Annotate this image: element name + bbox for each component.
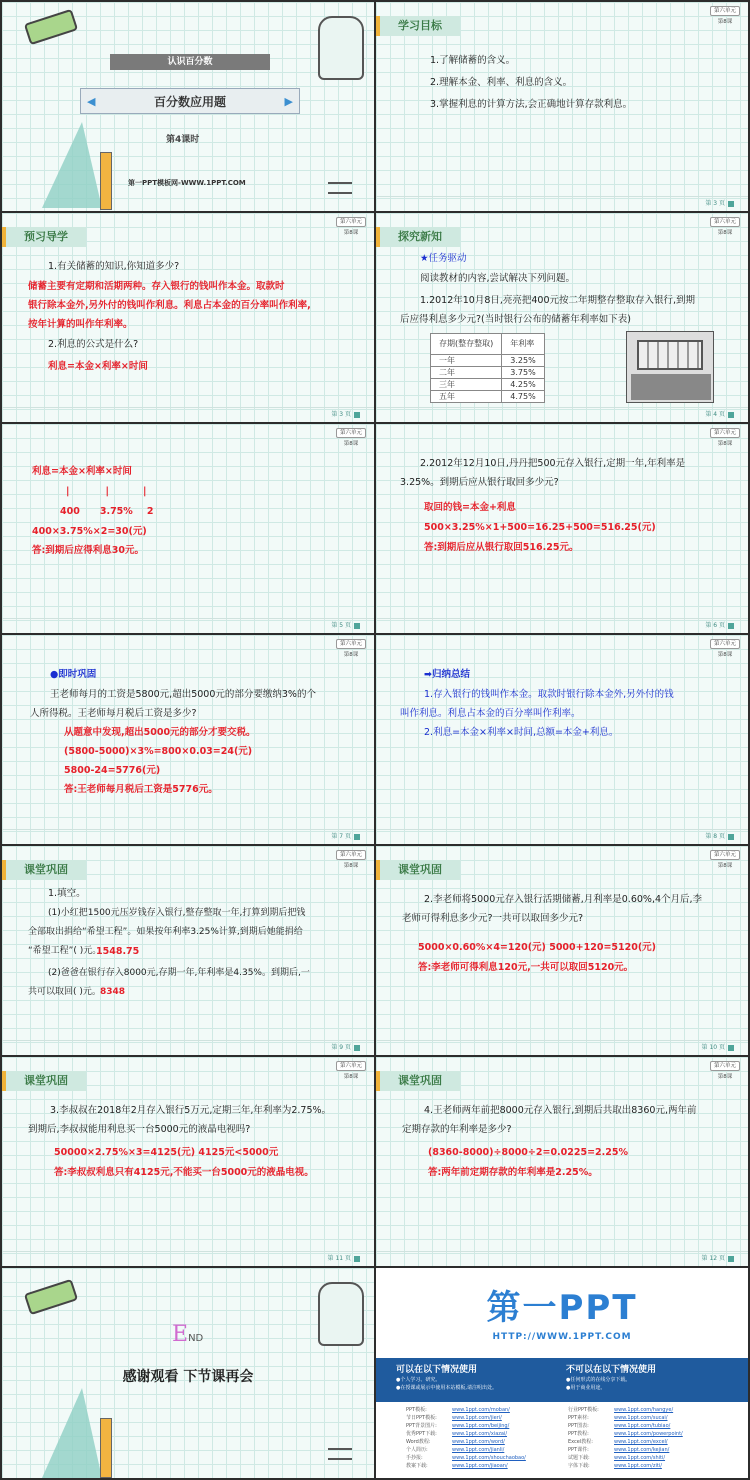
cannot-use-title: 不可以在以下情况使用 — [566, 1365, 657, 1375]
pencil-decoration — [100, 152, 112, 210]
table-cell: 3.75% — [502, 367, 544, 379]
brand-logo: 第一PPT — [486, 1288, 638, 1328]
cannot-use-list: ●任何形式的在线分享下载。 ●用于商业用途。 — [566, 1377, 631, 1391]
question-text: 2.2012年12月10日,丹丹把500元存入银行,定期一年,年利率是 3.25%。到期后应从银行取回多少元? — [400, 458, 686, 488]
link-label: PPT课件: — [568, 1447, 589, 1453]
site-link[interactable] — [568, 1454, 683, 1462]
link-url[interactable]: www.1ppt.com/beijing/ — [452, 1423, 510, 1429]
section-header: ●即时巩固 — [50, 669, 97, 680]
page-number: 第 4 页 — [705, 409, 734, 418]
link-label: PPT教程: — [568, 1431, 589, 1437]
table-cell: 3.25% — [502, 355, 544, 367]
slide-exercise-1 — [2, 846, 374, 1055]
table-cell: 三年 — [431, 379, 502, 391]
site-link[interactable] — [406, 1406, 526, 1414]
unit-badge: 第六单元 第8课 — [710, 639, 740, 659]
objectives-list — [430, 50, 632, 116]
link-url[interactable]: www.1ppt.com/sucai/ — [614, 1415, 668, 1421]
prev-arrow-icon[interactable]: ◀ — [87, 95, 96, 108]
unit-badge: 第六单元 第8课 — [336, 1061, 366, 1081]
site-credit: 第一PPT模板网-WWW.1PPT.COM — [128, 179, 246, 187]
table-cell: 二年 — [431, 367, 502, 379]
page-number: 第 3 页 — [331, 409, 360, 418]
solution: 从题意中发现,超出5000元的部分才要交税。 (5800-5000)×3%=800×0.03=24(元) 5800-24=5776(元) 答:王老师每月税后工资是5776元。 — [64, 727, 256, 795]
unit-badge: 第六单元 第8课 — [710, 850, 740, 870]
lesson-label: 认识百分数 — [110, 54, 270, 70]
objective-item: 2.理解本金、利率、利息的含义。 — [430, 77, 573, 88]
table-cell: 五年 — [431, 391, 502, 403]
usage-panel — [376, 1358, 748, 1402]
table-cell: 4.75% — [502, 391, 544, 403]
answer-1: 储蓄主要有定期和活期两种。存入银行的钱叫作本金。取款时 银行除本金外,另外付的钱叫作利息。利息占本金的百分率叫作利率, 按年计算的叫作年利率。 — [28, 281, 311, 330]
answer: 答:李老师可得利息120元,一共可以取回5120元。 — [418, 962, 634, 973]
blank-answer-2: 8348 — [100, 987, 126, 997]
unit-badge: 第六单元 第8课 — [710, 428, 740, 448]
slide-preview — [2, 213, 374, 422]
brand-url[interactable]: HTTP://WWW.1PPT.COM — [492, 1332, 632, 1342]
site-link[interactable] — [406, 1414, 526, 1422]
site-link[interactable] — [568, 1422, 683, 1430]
lines-decoration — [328, 1448, 352, 1460]
link-label: PPT模板: — [406, 1407, 427, 1413]
slide-solution-2 — [376, 424, 748, 633]
backpack-decoration — [318, 16, 364, 80]
page-number: 第 3 页 — [705, 198, 734, 207]
link-url[interactable]: www.1ppt.com/tubiao/ — [614, 1423, 671, 1429]
link-label: 优秀PPT下载: — [406, 1431, 437, 1437]
question-text: 1.2012年10月8日,亮亮把400元按二年期整存整取存入银行,到期 后应得利息多少元?(当时银行公布的储蓄年利率如下表) — [400, 295, 696, 325]
task-label: ★任务驱动 — [420, 253, 467, 264]
site-link[interactable] — [406, 1430, 526, 1438]
link-url[interactable]: www.1ppt.com/powerpoint/ — [614, 1431, 683, 1437]
calculation: 50000×2.75%×3=4125(元) 4125元<5000元 — [54, 1147, 279, 1158]
section-header: ➡归纳总结 — [424, 669, 470, 680]
section-header: 学习目标 — [376, 16, 460, 36]
section-header: 探究新知 — [376, 227, 460, 247]
next-arrow-icon[interactable]: ▶ — [284, 95, 293, 108]
site-link[interactable] — [406, 1462, 526, 1470]
formula: 利息=本金×利率×时间 — [32, 466, 132, 477]
can-use-list: ●个人学习、研究。 ●在授课或展示中使用本站模板,请注明出处。 — [396, 1377, 497, 1391]
eraser-decoration — [24, 1279, 78, 1315]
link-url[interactable]: www.1ppt.com/ziti/ — [614, 1463, 662, 1469]
exercise-part-1: (1)小红把1500元压岁钱存入银行,整存整取一年,打算到期后把钱 全部取出捐给“希望工程”。如果按年利率3.25%计算,到期后她能捐给 “希望工程”( )元。 — [28, 908, 306, 956]
question-2: 2.利息的公式是什么? — [48, 339, 139, 350]
slide-exercise-3 — [2, 1057, 374, 1266]
link-label: 个人简历: — [406, 1447, 428, 1453]
slide-ad — [376, 1268, 748, 1478]
link-url[interactable]: www.1ppt.com/shouchaobao/ — [452, 1455, 526, 1461]
links-right — [568, 1406, 683, 1470]
link-url[interactable]: www.1ppt.com/moban/ — [452, 1407, 510, 1413]
slide-exercise-2 — [376, 846, 748, 1055]
objective-item: 3.掌握利息的计算方法,会正确地计算存款利息。 — [430, 99, 633, 110]
page-number: 第 5 页 — [331, 620, 360, 629]
link-url[interactable]: www.1ppt.com/jieri/ — [452, 1415, 502, 1421]
interest-rate-table — [430, 333, 545, 403]
site-link[interactable] — [406, 1422, 526, 1430]
table-header: 年利率 — [502, 334, 544, 355]
section-header: 课堂巩固 — [376, 860, 460, 880]
link-url[interactable]: www.1ppt.com/excel/ — [614, 1439, 668, 1445]
site-link[interactable] — [406, 1438, 526, 1446]
slide-practice — [2, 635, 374, 844]
site-link[interactable] — [568, 1430, 683, 1438]
site-link[interactable] — [406, 1446, 526, 1454]
link-url[interactable]: www.1ppt.com/jianli/ — [452, 1447, 505, 1453]
unit-badge: 第六单元 第8课 — [710, 6, 740, 26]
backpack-decoration — [318, 1282, 364, 1346]
question-text: 王老师每月的工资是5800元,超出5000元的部分要缴纳3%的个 人所得税。王老师每月税后工资是多少? — [30, 689, 316, 719]
exercise-title: 1.填空。 — [48, 888, 86, 899]
unit-badge: 第六单元 第8课 — [710, 1061, 740, 1081]
formula-bars: | | | — [66, 486, 147, 497]
page-number: 第 12 页 — [702, 1253, 734, 1262]
question-1: 1.有关储蓄的知识,你知道多少? — [48, 261, 180, 272]
formula-values: 400 3.75% 2 — [60, 506, 154, 517]
site-link[interactable] — [568, 1462, 683, 1470]
page-number: 第 11 页 — [328, 1253, 360, 1262]
link-url[interactable]: www.1ppt.com/jiaoan/ — [452, 1463, 508, 1469]
summary-text: 1.存入银行的钱叫作本金。取款时银行除本金外,另外付的钱 叫作利息。利息占本金的百分率叫作利率。 2.利息=本金×利率×时间,总额=本金+利息。 — [400, 689, 674, 738]
site-link[interactable] — [568, 1406, 683, 1414]
section-header: 课堂巩固 — [2, 1071, 86, 1091]
site-link[interactable] — [406, 1454, 526, 1462]
link-url[interactable]: www.1ppt.com/word/ — [452, 1439, 505, 1445]
link-url[interactable]: www.1ppt.com/shiti/ — [614, 1455, 666, 1461]
pencil-decoration — [100, 1418, 112, 1478]
objective-item: 1.了解储蓄的含义。 — [430, 55, 516, 66]
lesson-number: 第4课时 — [166, 135, 200, 145]
unit-badge: 第六单元 第8课 — [336, 850, 366, 870]
answer-2: 利息=本金×利率×时间 — [48, 361, 148, 372]
thanks-text: 感谢观看 下节课再会 — [122, 1369, 254, 1385]
link-label: 行业PPT模板: — [568, 1407, 599, 1413]
page-number: 第 7 页 — [331, 831, 360, 840]
link-url[interactable]: www.1ppt.com/hangye/ — [614, 1407, 674, 1413]
unit-badge: 第六单元 第8课 — [710, 217, 740, 237]
site-link[interactable] — [568, 1446, 683, 1454]
link-label: Excel教程: — [568, 1439, 593, 1445]
bank-counter-image — [626, 331, 714, 403]
page-number: 第 6 页 — [705, 620, 734, 629]
slide-solution-1 — [2, 424, 374, 633]
slide-summary — [376, 635, 748, 844]
link-label: 节日PPT模板: — [406, 1415, 437, 1421]
section-header: 课堂巩固 — [2, 860, 86, 880]
page-number: 第 10 页 — [702, 1042, 734, 1051]
answer: 答:到期后应从银行取回516.25元。 — [424, 542, 579, 553]
blank-answer-1: 1548.75 — [96, 946, 140, 957]
calculation: 400×3.75%×2=30(元) — [32, 526, 147, 537]
answer: 答:李叔叔利息只有4125元,不能买一台5000元的液晶电视。 — [54, 1167, 314, 1178]
answer: 答:两年前定期存款的年利率是2.25%。 — [428, 1167, 598, 1178]
link-url[interactable]: www.1ppt.com/xiazai/ — [452, 1431, 508, 1437]
unit-badge: 第六单元 第8课 — [336, 217, 366, 237]
section-header: 课堂巩固 — [376, 1071, 460, 1091]
eraser-decoration — [24, 9, 78, 45]
link-label: PPT图表: — [568, 1423, 589, 1429]
lines-decoration — [328, 182, 352, 194]
table-cell: 一年 — [431, 355, 502, 367]
link-label: PPT素材: — [568, 1415, 589, 1421]
page-number: 第 9 页 — [331, 1042, 360, 1051]
slide-objectives — [376, 2, 748, 211]
intro-text: 阅读教材的内容,尝试解决下列问题。 — [420, 273, 576, 284]
exercise-part-2: (2)爸爸在银行存入8000元,存期一年,年利率是4.35%。到期后,一 共可以取回( )元。 — [28, 968, 310, 997]
section-header: 预习导学 — [2, 227, 86, 247]
formula: 取回的钱=本金+利息 — [424, 502, 516, 513]
question-text: 4.王老师两年前把8000元存入银行,到期后共取出8360元,两年前 定期存款的年利率是多少? — [402, 1105, 697, 1135]
ruler-triangle-decoration — [42, 122, 102, 208]
table-cell: 4.25% — [502, 379, 544, 391]
link-label: PPT背景图片: — [406, 1423, 437, 1429]
calculation: 5000×0.60%×4=120(元) 5000+120=5120(元) — [418, 942, 657, 953]
page-title: 百分数应用题 — [153, 95, 226, 109]
unit-badge: 第六单元 第8课 — [336, 639, 366, 659]
end-mark: END — [172, 1322, 204, 1347]
unit-badge: 第六单元 第8课 — [336, 428, 366, 448]
link-label: 试题下载: — [568, 1455, 590, 1461]
calculation: (8360-8000)÷8000÷2=0.0225=2.25% — [428, 1147, 629, 1158]
page-number: 第 8 页 — [705, 831, 734, 840]
question-text: 3.李叔叔在2018年2月存入银行5万元,定期三年,年利率为2.75%。 到期后,李叔叔能用利息买一台5000元的液晶电视吗? — [28, 1105, 332, 1135]
can-use-title: 可以在以下情况使用 — [396, 1365, 478, 1375]
slide-end — [2, 1268, 374, 1478]
link-label: 手抄报: — [406, 1455, 423, 1461]
title-banner — [80, 88, 300, 114]
calculation: 500×3.25%×1+500=16.25+500=516.25(元) — [424, 522, 656, 533]
link-url[interactable]: www.1ppt.com/kejian/ — [614, 1447, 670, 1453]
link-label: 教案下载: — [406, 1463, 428, 1469]
link-label: 字体下载: — [568, 1463, 590, 1469]
slide-title — [2, 2, 374, 211]
answer: 答:到期后应得利息30元。 — [32, 545, 145, 556]
site-link[interactable] — [568, 1414, 683, 1422]
links-left — [406, 1406, 526, 1470]
slide-exercise-4 — [376, 1057, 748, 1266]
ruler-triangle-decoration — [42, 1388, 102, 1478]
site-link[interactable] — [568, 1438, 683, 1446]
table-header: 存期(整存整取) — [431, 334, 502, 355]
link-label: Word教程: — [406, 1439, 431, 1445]
slide-explore — [376, 213, 748, 422]
question-text: 2.李老师将5000元存入银行活期储蓄,月利率是0.60%,4个月后,李 老师可得利息多少元?一共可以取回多少元? — [402, 894, 703, 924]
